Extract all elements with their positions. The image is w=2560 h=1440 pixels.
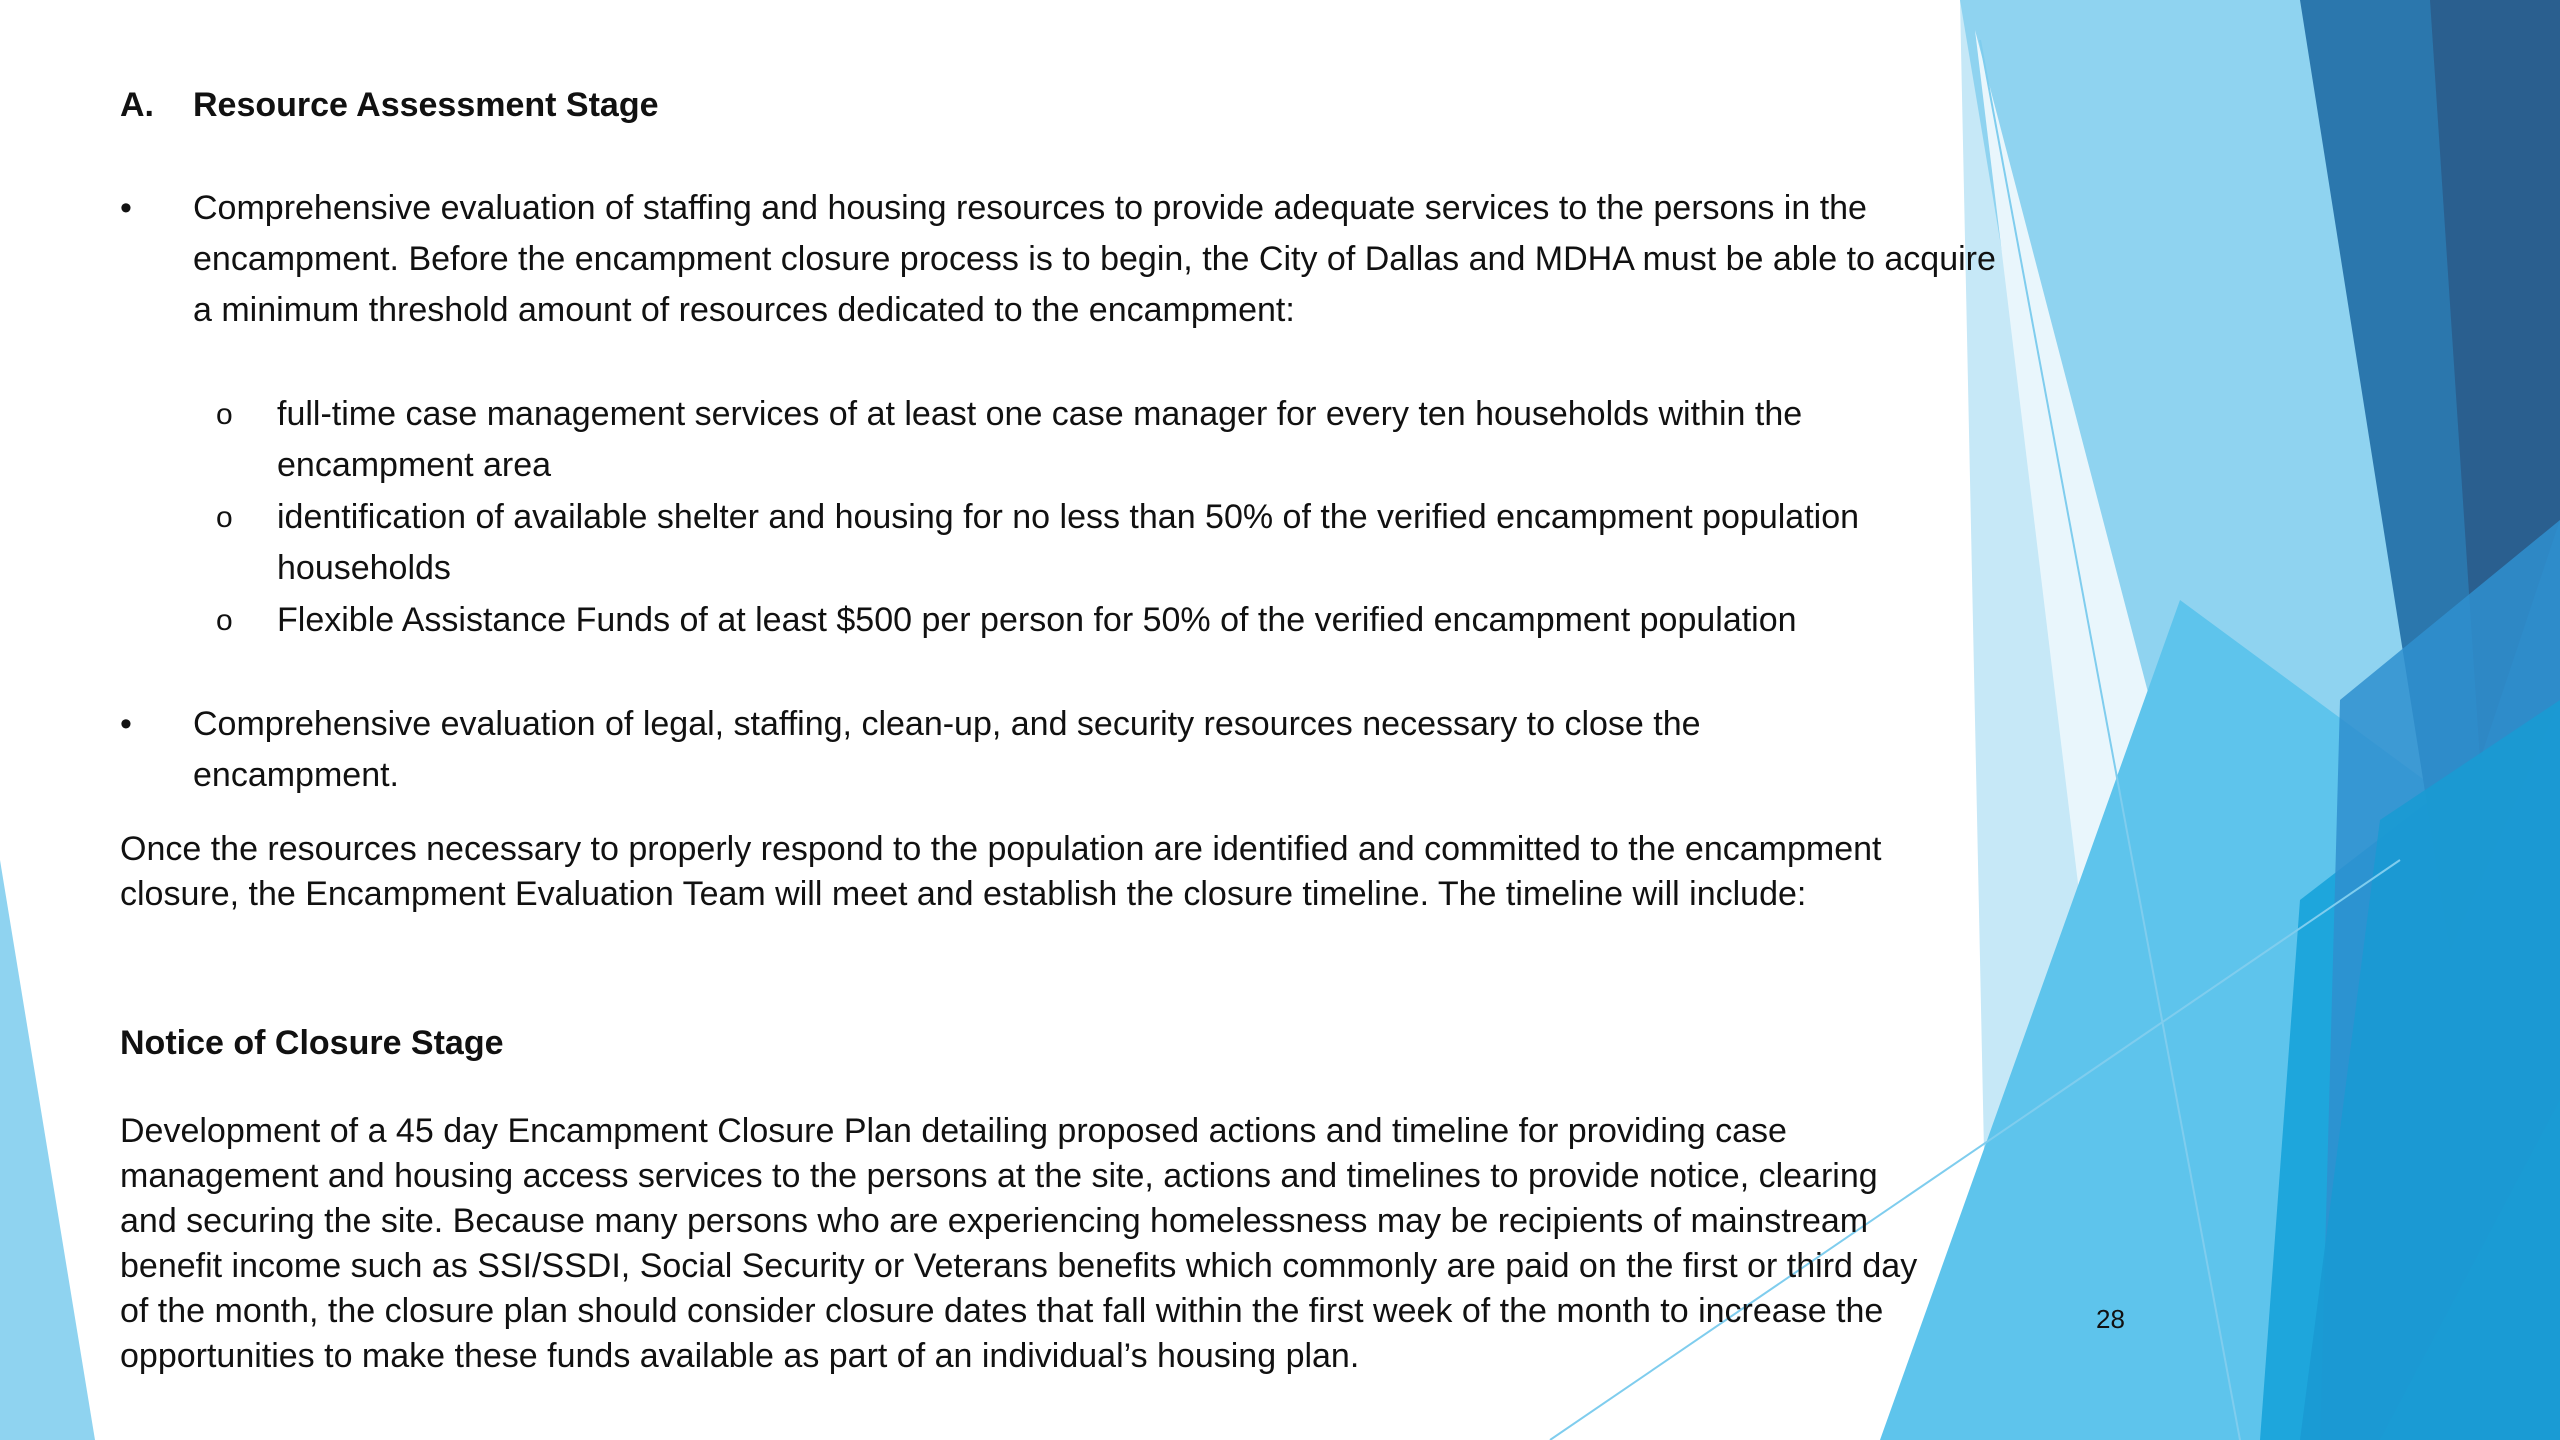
sub-bullet-text-1: full-time case management services of at least one case manager for every ten households within the encampment area bbox=[277, 395, 1803, 484]
sub-bullet-circle: o bbox=[216, 604, 233, 637]
bullet-dot: • bbox=[120, 705, 132, 743]
paragraph-closure-timeline: Once the resources necessary to properly respond to the population are identified and committed to the encampment closure, the Encampment Evaluation Team will meet and establish the closure timeline. The timeline will include: bbox=[120, 830, 1882, 913]
section-heading-resource-assessment bbox=[120, 80, 659, 131]
sub-bullet-item-1 bbox=[216, 389, 1976, 491]
sub-bullet-item-3 bbox=[216, 595, 1976, 646]
bullet-text-1: Comprehensive evaluation of staffing and housing resources to provide adequate services to the persons in the encampment. Before the encampment closure process is to begin, the City of Dallas and MDHA must be able to acquire a minimum threshold amount of resources dedicated to the encampment: bbox=[193, 189, 1996, 329]
sub-bullet-circle: o bbox=[216, 398, 233, 431]
paragraph-closure-plan: Development of a 45 day Encampment Closure Plan detailing proposed actions and timeline for providing case management and housing access services to the persons at the site, actions and timelines to provide notice, clearing and securing the site. Because many persons who are experiencing homelessness may be recipients of mainstream benefit income such as SSI/SSDI, Social Security or Veterans benefits which commonly are paid on the first or third day of the month, the closure plan should consider closure dates that fall within the first week of the month to increase the opportunities to make these funds available as part of an individual’s housing plan. bbox=[120, 1112, 1918, 1375]
sub-bullet-circle: o bbox=[216, 501, 233, 534]
bullet-item-1 bbox=[120, 183, 1996, 336]
sub-bullet-item-2 bbox=[216, 492, 1976, 594]
bullet-dot: • bbox=[120, 189, 132, 227]
bullet-text-2: Comprehensive evaluation of legal, staffing, clean-up, and security resources necessary to close the encampment. bbox=[193, 705, 1701, 794]
sub-bullet-text-3: Flexible Assistance Funds of at least $500 per person for 50% of the verified encampment population bbox=[277, 601, 1797, 639]
bullet-item-2 bbox=[120, 699, 1920, 801]
heading-text: Resource Assessment Stage bbox=[193, 86, 659, 124]
heading-letter: A. bbox=[120, 86, 154, 124]
sub-bullet-text-2: identification of available shelter and housing for no less than 50% of the verified encampment population households bbox=[277, 498, 1860, 587]
page-number: 28 bbox=[2096, 1304, 2125, 1334]
section-heading-notice-of-closure: Notice of Closure Stage bbox=[120, 1024, 504, 1062]
